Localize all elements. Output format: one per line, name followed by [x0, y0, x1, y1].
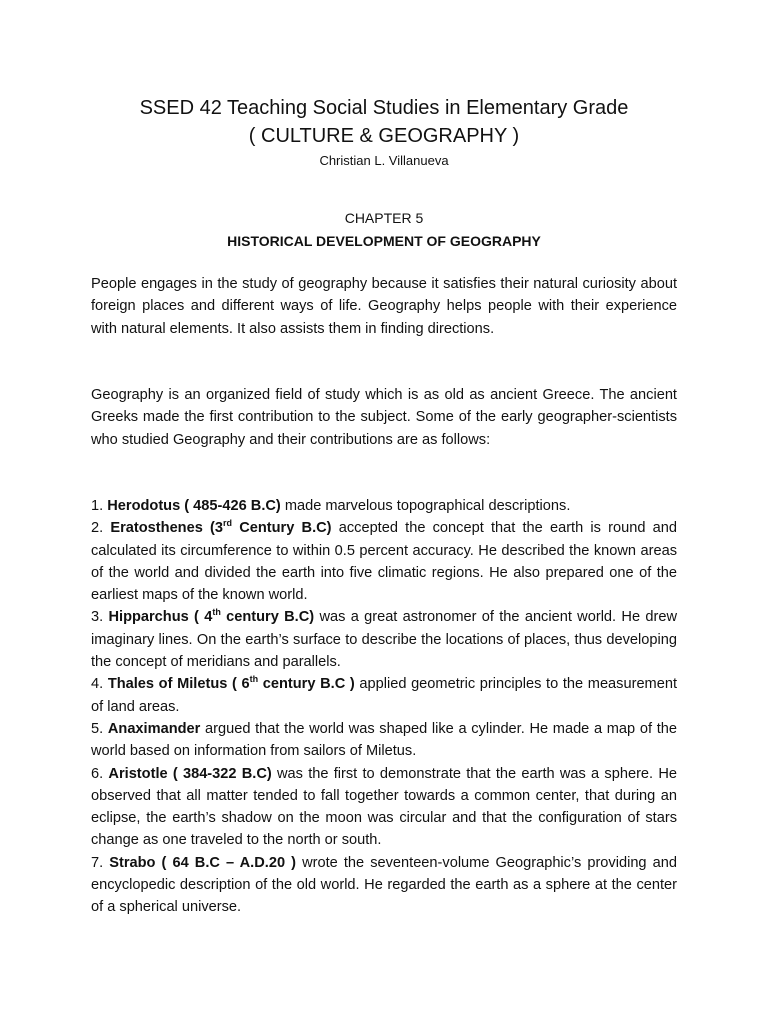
geographer-name-part: century B.C) [220, 609, 315, 626]
geographer-name-part: Hipparchus ( 4 [108, 609, 213, 626]
geographer-name [110, 520, 331, 536]
chapter-title: HISTORICAL DEVELOPMENT OF GEOGRAPHY [227, 233, 541, 249]
list-item-number: 3. [91, 609, 109, 626]
geographer-name: Strabo ( 64 B.C – A.D.20 ) [109, 854, 296, 871]
geographer-name-part: century B.C ) [258, 676, 355, 693]
list-item-text: wrote the seventeen-volume Geographic’s providing and encyclopedic description of the old world. He regarded the earth as a sphere at the center of a spherical universe. [91, 854, 677, 916]
geographer-name [108, 609, 314, 625]
list-item-text: made marvelous topographical descriptions. [280, 498, 571, 514]
document-title: SSED 42 Teaching Social Studies in Elementary Grade [139, 97, 629, 119]
list-item-thales [91, 673, 677, 718]
geographer-name-part: Eratosthenes (3 [110, 520, 224, 537]
geographer-name [108, 676, 355, 692]
list-item-herodotus [91, 495, 677, 517]
list-item-anaximander [91, 718, 677, 763]
intro-paragraph: People engages in the study of geography because it satisfies their natural curiosity about foreign places and different ways of life. Geography helps people with their experience with natural elements. It also assists them in finding directions. [91, 276, 677, 337]
list-item-text: accepted the concept that the earth is round and calculated its circumference to within 0.5 percent accuracy. He described the known areas of the world and divided the earth into five climatic regions. He also prepared one of the earliest maps of the known world. [91, 520, 678, 604]
ordinal-suffix: rd [223, 518, 233, 529]
list-item-text: was a great astronomer of the ancient world. He drew imaginary lines. On the earth’s surface to describe the locations of places, thus developing the concept of meridians and parallels. [91, 609, 677, 671]
history-paragraph: Geography is an organized field of study which is as old as ancient Greece. The ancient Greeks made the first contribution to the subject. Some of the early geographer-scientists who studied Geography and their contributions are as follows: [91, 387, 677, 448]
list-item-eratosthenes [91, 517, 677, 606]
author-name: Christian L. Villanueva [319, 153, 449, 168]
ordinal-suffix: th [212, 607, 221, 618]
list-item-text: applied geometric principles to the measurement of land areas. [91, 676, 678, 715]
chapter-label: CHAPTER 5 [344, 210, 424, 226]
list-item-text: argued that the world was shaped like a cylinder. He made a map of the world based on information from sailors of Miletus. [91, 720, 677, 760]
list-item-number: 2. [91, 520, 111, 537]
list-item-number: 7. [91, 854, 110, 871]
geographer-name-part: Thales of Miletus ( 6 [107, 676, 250, 693]
geographer-list [91, 495, 677, 919]
geographer-name: Aristotle ( 384-322 B.C) [108, 765, 272, 782]
list-item-number: 1. [91, 498, 108, 514]
list-item-aristotle [91, 763, 677, 852]
document-subtitle: ( CULTURE & GEOGRAPHY ) [248, 125, 520, 147]
ordinal-suffix: th [249, 674, 259, 685]
list-item-hipparchus [91, 606, 677, 673]
geographer-name-part: Century B.C) [232, 520, 332, 537]
geographer-name: Anaximander [107, 720, 201, 737]
list-item-text: was the first to demonstrate that the earth was a sphere. He observed that all matter tended to fall together towards a common center, that during an eclipse, the earth’s shadow on the moon was circular and that the configuration of stars change as one traveled to the north or south. [91, 765, 677, 849]
list-item-number: 6. [91, 765, 109, 782]
geographer-name: Herodotus ( 485-426 B.C) [107, 498, 281, 514]
list-item-number: 5. [91, 720, 108, 737]
list-item-number: 4. [91, 676, 108, 693]
list-item-strabo [91, 852, 677, 919]
